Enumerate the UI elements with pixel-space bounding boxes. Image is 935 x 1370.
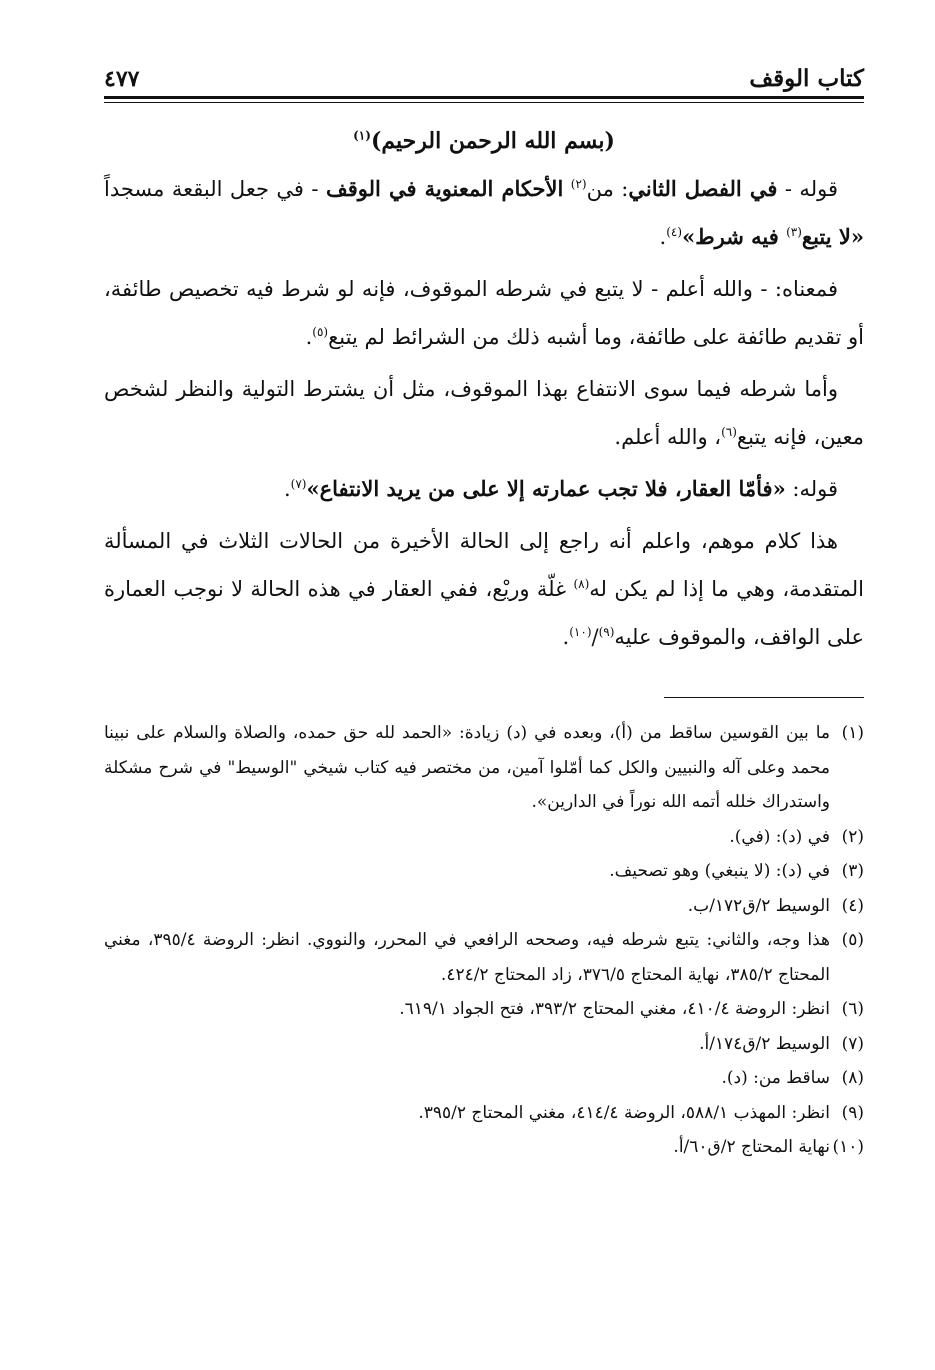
footnote-ref-7: (٧) bbox=[290, 477, 307, 491]
footnote-ref-4: (٤) bbox=[666, 225, 683, 239]
footnote-separator bbox=[664, 697, 864, 698]
footnote-ref-8: (٨) bbox=[573, 577, 590, 591]
footnote-ref-10: (١٠) bbox=[569, 625, 592, 639]
paragraph-1: قوله - في الفصل الثاني: من$^{(٢)}$ الأحكام المعنوية في الوقف - في جعل البقعة مسجداً «لا يتبع$^{(٣)}$ فيه شرط»$^{(٤)}$. bbox=[104, 176, 864, 249]
footnotes bbox=[104, 716, 864, 1165]
footnote-item: (٣)في (د): (لا ينبغي) وهو تصحيف. bbox=[609, 861, 864, 881]
footnote-item: (٥)هذا وجه، والثاني: يتبع شرطه فيه، وصححه الرافعي في المحرر، والنووي. انظر: الروضة ٣٩٥/٤، مغني المحتاج ٣٨٥/٢، نهاية المحتاج ٣٧٦/٥، زاد المحتاج ٤٢٤/٢. bbox=[104, 930, 864, 985]
footnote-ref-3: (٣) bbox=[786, 225, 802, 239]
page-number: ٤٧٧ bbox=[104, 66, 140, 92]
footnote-item: (٤)الوسيط ٢/ق١٧٢/ب. bbox=[687, 895, 864, 916]
main-text bbox=[104, 117, 864, 661]
book-page bbox=[104, 56, 864, 1165]
footnote-item: (٨)ساقط من: (د). bbox=[721, 1068, 864, 1088]
footnote-ref-6: (٦) bbox=[721, 425, 737, 439]
footnote-item: (١٠)نهاية المحتاج ٢/ق٦٠/أ. bbox=[673, 1137, 864, 1157]
header-rule-thin bbox=[104, 102, 864, 103]
footnote-ref-2: (٢) bbox=[570, 177, 587, 191]
chapter-title: كتاب الوقف bbox=[749, 65, 864, 92]
running-header bbox=[104, 56, 864, 92]
basmala: (بسم الله الرحمن الرحيم)$^{(١)}$ bbox=[353, 128, 615, 154]
footnote-item: (١)ما بين القوسين ساقط من (أ)، وبعده في (د) زيادة: «الحمد لله حق حمده، والصلاة والسلام على نبينا محمد وعلى آله والنبيين والكل كما أمّلوا آمين، من مختصر فيه كتاب شيخي "الوسيط" في شرح مشكلة واستدراك خلله أتمه الله نوراً في الدارين». bbox=[104, 723, 864, 812]
footnote-ref-1: (١) bbox=[353, 128, 371, 143]
paragraph-5: هذا كلام موهم، واعلم أنه راجع إلى الحالة الأخيرة من الحالات الثلاث في المسألة المتقدمة، وهي ما إذا لم يكن له$^{(٨)}$ غلّة وريْع، ففي العقار في هذه الحالة لا نوجب العمارة على الواقف، والموقوف عليه$^{(٩)}$/$^{(١٠)}$. bbox=[104, 529, 864, 649]
footnote-item: (٢)في (د): (في). bbox=[729, 826, 864, 847]
paragraph-2: فمعناه: - والله أعلم - لا يتبع في شرطه الموقوف، فإنه لو شرط فيه تخصيص طائفة، أو تقديم طائفة على طائفة، وما أشبه ذلك من الشرائط لم يتبع$^{(٥)}$. bbox=[104, 277, 864, 349]
footnote-item: (٦)انظر: الروضة ٤١٠/٤، مغني المحتاج ٣٩٣/٢، فتح الجواد ٦١٩/١. bbox=[399, 999, 864, 1019]
footnote-item: (٧)الوسيط ٢/ق١٧٤/أ. bbox=[699, 1033, 864, 1054]
paragraph-3: وأما شرطه فيما سوى الانتفاع بهذا الموقوف، مثل أن يشترط التولية والنظر لشخص معين، فإنه يتبع$^{(٦)}$، والله أعلم. bbox=[104, 377, 864, 449]
header-rule-thick bbox=[104, 96, 864, 99]
footnote-ref-5: (٥) bbox=[312, 325, 329, 339]
footnote-item: (٩)انظر: المهذب ٥٨٨/١، الروضة ٤١٤/٤، مغني المحتاج ٣٩٥/٢. bbox=[418, 1102, 864, 1123]
paragraph-4: قوله: «فأمّا العقار، فلا تجب عمارته إلا على من يريد الانتفاع»$^{(٧)}$. bbox=[283, 476, 838, 501]
footnote-ref-9: (٩) bbox=[598, 625, 615, 639]
